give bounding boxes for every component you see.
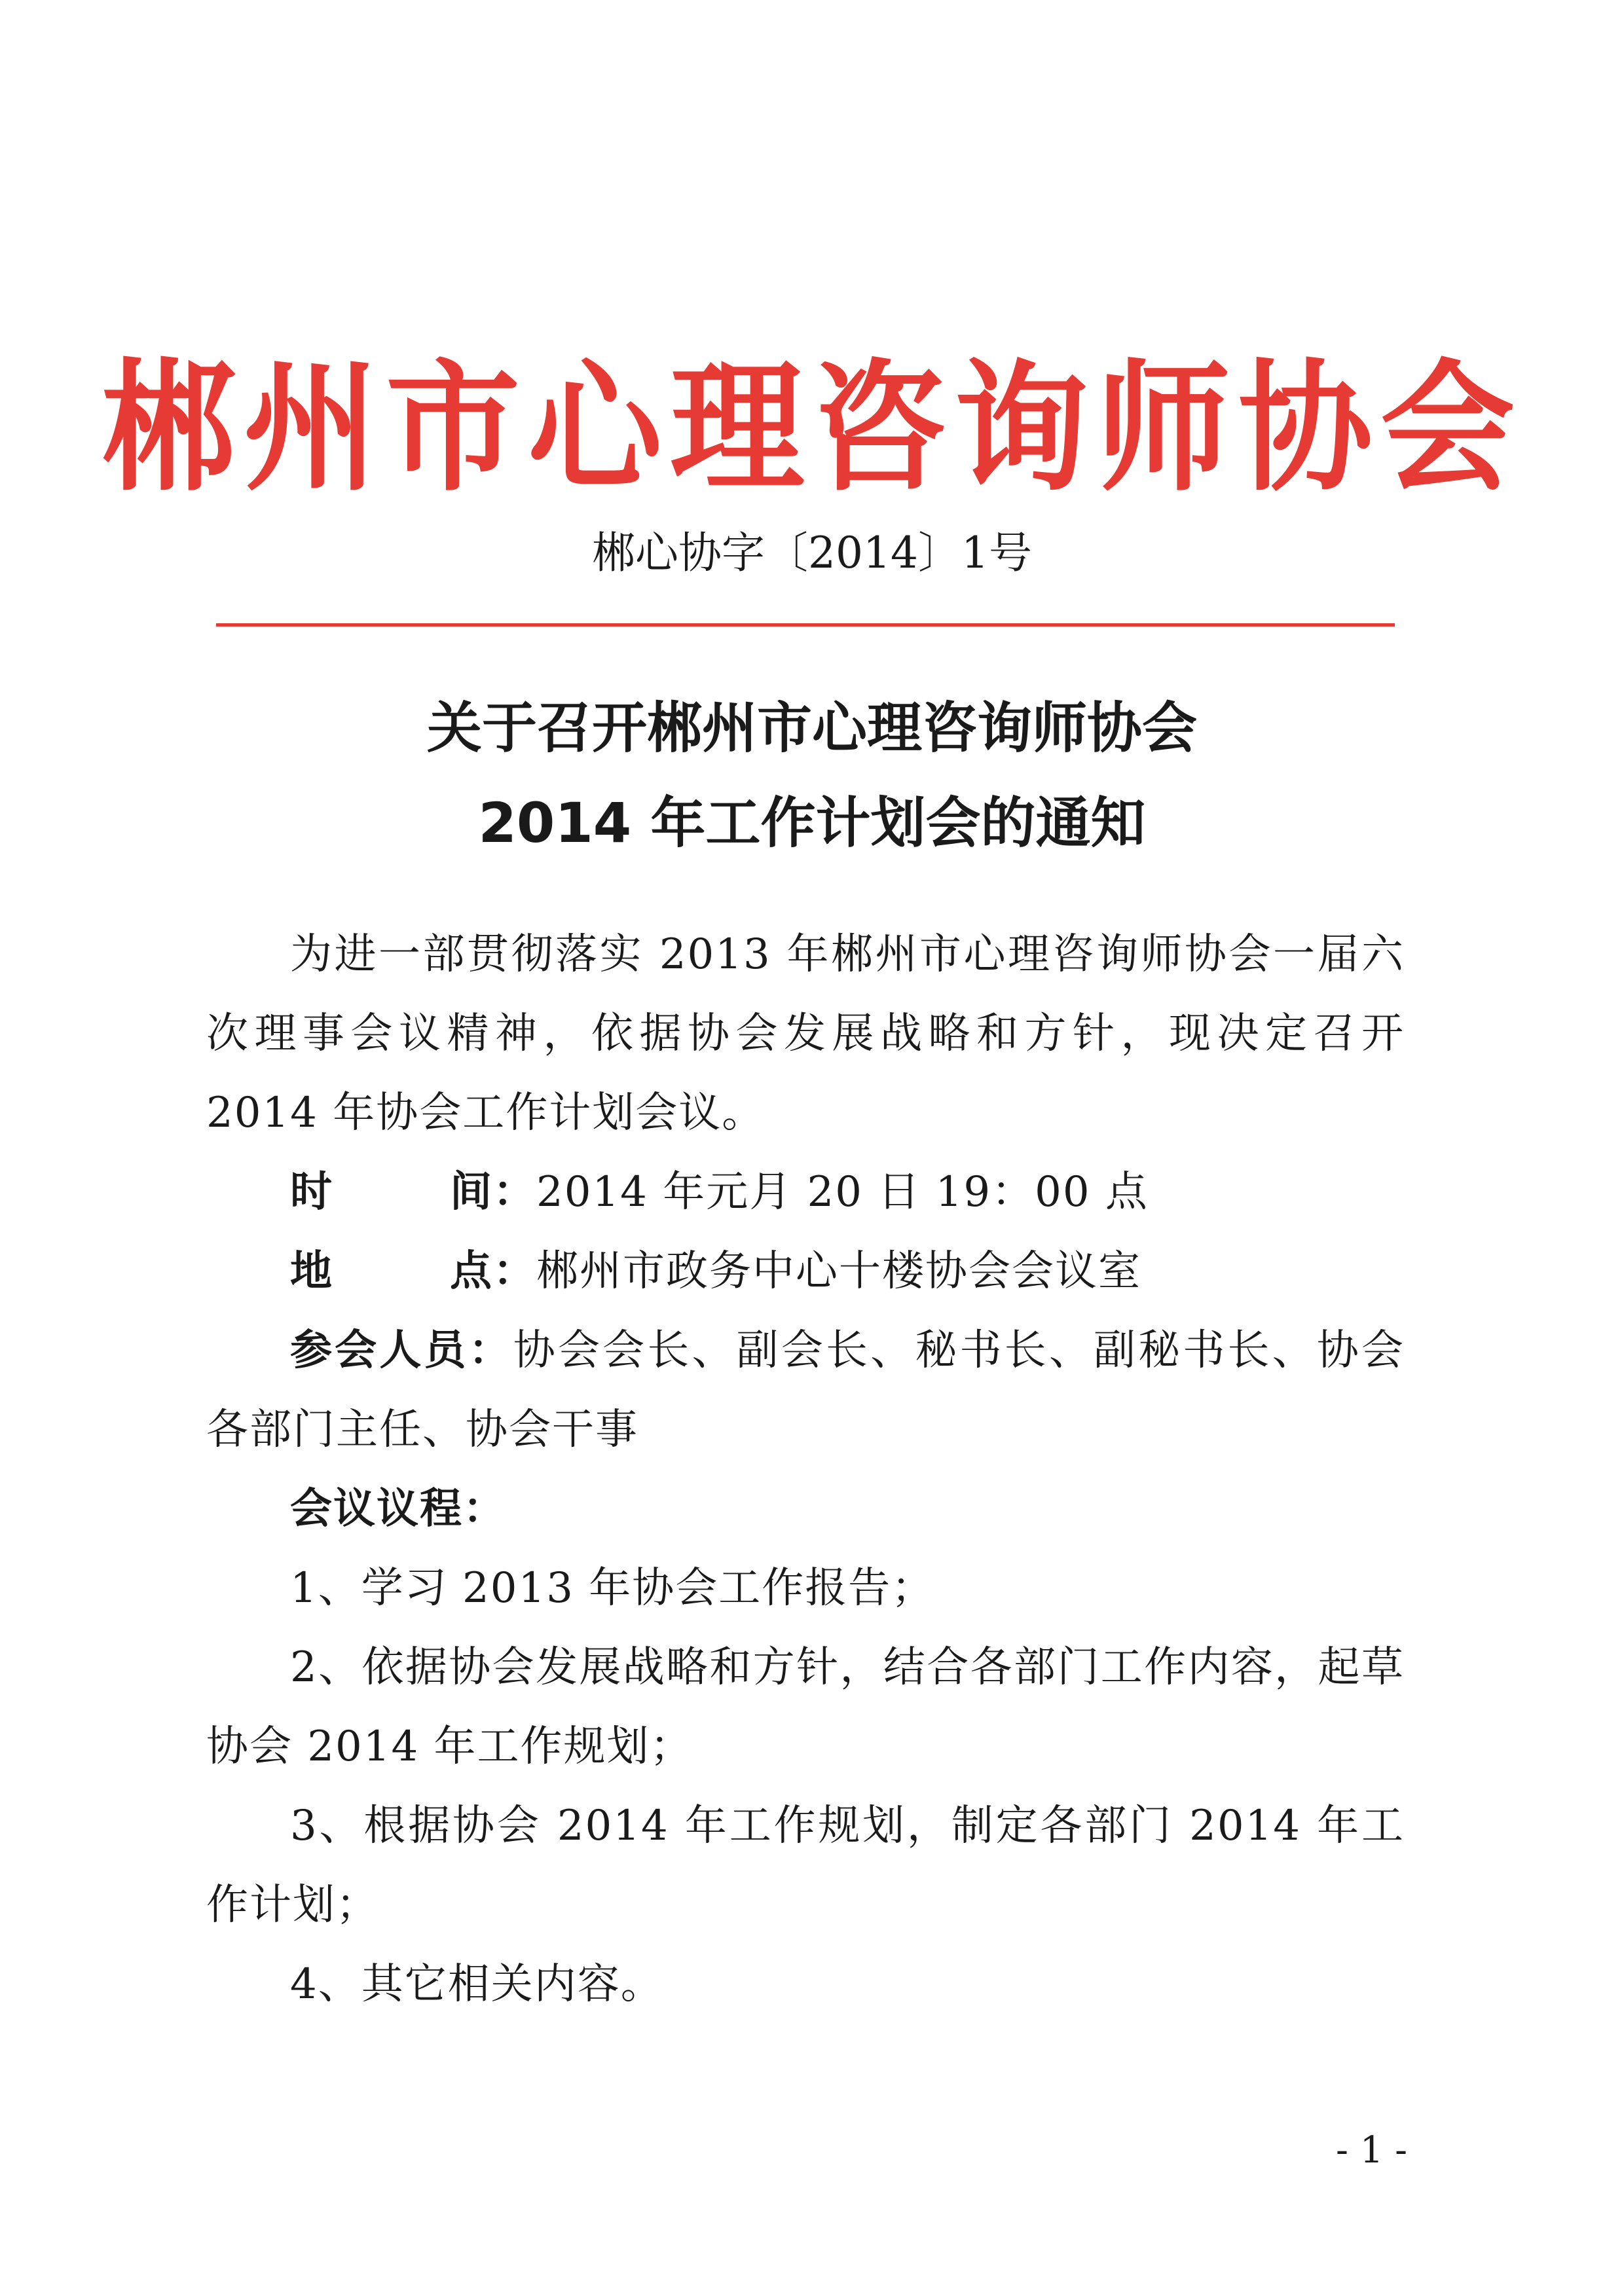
notice-body: [206, 915, 1405, 2024]
agenda-item-1: 1、学习 2013 年协会工作报告；: [290, 1564, 935, 1613]
notice-title: [0, 681, 1624, 871]
agenda-item-4: 4、其它相关内容。: [290, 1960, 664, 2009]
agenda-item-2: 2、依据协会发展战略和方针，结合各部门工作内容，起草协会 2014 年工作规划；: [206, 1643, 1405, 1771]
intro-paragraph: 为进一部贯彻落实 2013 年郴州市心理咨询师协会一届六次理事会议精神，依据协会发展战略和方针，现决定召开 2014 年协会工作计划会议。: [206, 930, 1405, 1137]
page-number: - 1 -: [1336, 2129, 1408, 2172]
time-label-char-1: 时: [290, 1168, 450, 1216]
document-number: 郴心协字〔2014〕1号: [592, 528, 1032, 578]
place-label-char-1: 地: [290, 1247, 450, 1296]
agenda-label: 会议议程：: [290, 1485, 506, 1533]
meeting-time: [206, 1153, 1405, 1232]
time-value: 2014 年元月 20 日 19：00 点: [536, 1168, 1149, 1216]
agenda-heading: [206, 1470, 1405, 1549]
attendees-value: 协会会长、副会长、秘书长、副秘书长、协会各部门主任、协会干事: [206, 1326, 1405, 1454]
place-value: 郴州市政务中心十楼协会会议室: [536, 1247, 1141, 1296]
place-label-char-2: 点：: [450, 1247, 536, 1296]
meeting-place: [206, 1232, 1405, 1311]
time-label-char-2: 间：: [450, 1168, 536, 1216]
masthead-title: 郴州市心理咨询师协会: [101, 347, 1522, 511]
agenda-item-3: 3、根据协会 2014 年工作规划，制定各部门 2014 年工作计划；: [206, 1802, 1405, 1929]
meeting-attendees: [206, 1311, 1405, 1470]
red-divider-line: [216, 623, 1395, 627]
notice-title-line-1: 关于召开郴州市心理咨询师协会: [426, 696, 1197, 760]
notice-title-line-2: 2014 年工作计划会的通知: [478, 791, 1146, 855]
attendees-label: 参会人员：: [290, 1326, 513, 1375]
